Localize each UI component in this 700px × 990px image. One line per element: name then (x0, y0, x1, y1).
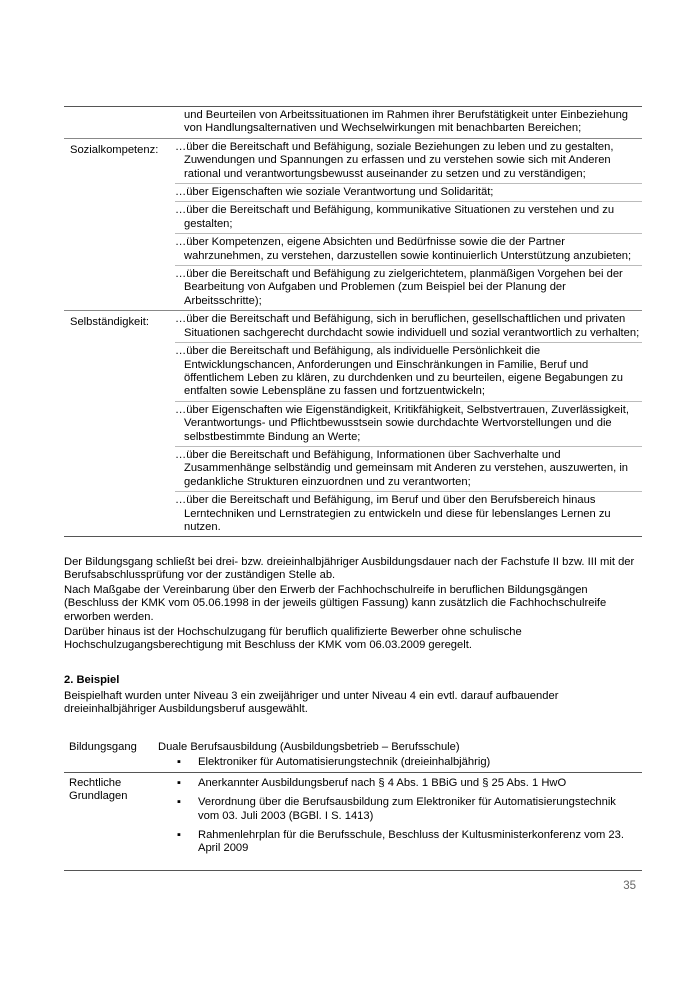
competence-item: …über die Bereitschaft und Befähigung, soziale Beziehungen zu leben und zu gestalten, Zuwendungen und Spannungen zu erfassen und zu verstehen sowie sich mit Anderen rational und verantwortungsbewusst auseinander zu setzen und zu verständigen; (175, 140, 614, 180)
example-label: Bildungsgang (69, 741, 137, 753)
competence-row-independence (64, 310, 642, 536)
bullet-icon: ▪ (177, 829, 181, 842)
competence-item: …über die Bereitschaft und Befähigung, im Beruf und über den Berufsbereich hinaus Lerntechniken und Lernstrategien zu entwickeln und diese für lebenslanges Lernen zu nutzen. (175, 491, 642, 536)
example-label: Rechtliche Grundlagen (69, 776, 128, 803)
competence-item: …über die Bereitschaft und Befähigung, kommunikative Situationen zu verstehen und zu gestalten; (175, 201, 642, 233)
competence-table (64, 106, 642, 537)
competence-continuation: und Beurteilen von Arbeitssituationen im Rahmen ihrer Berufstätigkeit unter Einbeziehung von Handlungsalternativen und Wechselwirkungen mit benachbarten Bereichen; (184, 109, 629, 135)
bullet-icon: ▪ (177, 776, 181, 789)
example-row-rechtliche-grundlagen (64, 772, 642, 870)
paragraph-fachhochschulreife: Nach Maßgabe der Vereinbarung über den Erwerb der Fachhochschulreife in beruflichen Bildungsgängen (Beschluss der KMK vom 05.06.1998 in der jeweils gültigen Fassung) kann zusätzlich die Fachhochschulreife erworben werden. (64, 584, 607, 623)
example-bullet: ▪ Elektroniker für Automatisierungstechnik (dreieinhalbjährig) (177, 756, 491, 769)
section-heading: 2. Beispiel (64, 674, 120, 686)
competence-row-social (64, 138, 642, 310)
competence-item: …über Eigenschaften wie Eigenständigkeit, Kritikfähigkeit, Selbstvertrauen, Zuverlässigkeit, Verantwortungs- und Pflichtbewusstsein sowie durchdachte Wertvorstellungen und die selbstbestimmte Bindung an Werte; (175, 401, 642, 446)
competence-item: …über die Bereitschaft und Befähigung, als individuelle Persönlichkeit die Entwicklungschancen, Anforderungen und Einschränkungen in Familie, Beruf und öffentlichem Leben zu klären, zu durchdenken und zu beurteilen, eigene Begabungen zu entfalten sowie Lebenspläne zu fassen und fortzuentwickeln; (175, 342, 642, 401)
example-bullet: ▪ Rahmenlehrplan für die Berufsschule, Beschluss der Kultusministerkonferenz vom 23. April 2009 (177, 829, 624, 855)
example-row-bildungsgang (64, 738, 642, 772)
section-intro: Beispielhaft wurden unter Niveau 3 ein zweijähriger und unter Niveau 4 ein evtl. darauf aufbauender dreieinhalbjähriger Ausbildungsberuf ausgewählt. (64, 690, 559, 716)
competence-item: …über Kompetenzen, eigene Absichten und Bedürfnisse sowie die der Partner wahrzunehmen, zu verstehen, darzustellen sowie kontinuierlich Unterstützung anzubieten; (175, 233, 642, 265)
competence-label: Selbständigkeit: (70, 316, 149, 329)
bullet-icon: ▪ (177, 796, 181, 809)
competence-label: Sozialkompetenz: (70, 143, 159, 156)
competence-item: …über Eigenschaften wie soziale Verantwortung und Solidarität; (175, 183, 642, 201)
competence-item: …über die Bereitschaft und Befähigung, sich in beruflichen, gesellschaftlichen und privaten Situationen sachgerecht durchdacht sowie individuell und sozial verantwortlich zu verhalten; (175, 313, 640, 339)
example-table (64, 738, 642, 871)
competence-continuation-row (64, 107, 642, 138)
competence-item: …über die Bereitschaft und Befähigung zu zielgerichtetem, planmäßigen Vorgehen bei der Bearbeitung von Aufgaben und Problemen (zum Beispiel bei der Planung der Arbeitsschritte); (175, 265, 642, 310)
paragraph-completion: Der Bildungsgang schließt bei drei- bzw. dreieinhalbjähriger Ausbildungsdauer nach der Fachstufe II bzw. III mit der Berufsabschlussprüfung vor der zuständigen Stelle ab. (64, 556, 635, 582)
example-bullet: ▪ Verordnung über die Berufsausbildung zum Elektroniker für Automatisierungstechnik vom 03. Juli 2003 (BGBl. I S. 1413) (177, 796, 616, 822)
page-number: 35 (623, 880, 636, 892)
bullet-icon: ▪ (177, 756, 181, 769)
competence-item: …über die Bereitschaft und Befähigung, Informationen über Sachverhalte und Zusammenhänge selbständig und gemeinsam mit Anderen zu verstehen, auszuwerten, in gedankliche Strukturen einzuordnen und zu verantworten; (175, 446, 642, 491)
example-bullet: ▪ Anerkannter Ausbildungsberuf nach § 4 Abs. 1 BBiG und § 25 Abs. 1 HwO (177, 776, 567, 789)
example-title: Duale Berufsausbildung (Ausbildungsbetrieb – Berufsschule) (158, 741, 460, 753)
paragraph-hochschulzugang: Darüber hinaus ist der Hochschulzugang für beruflich qualifizierte Bewerber ohne schulische Hochschulzugangsberechtigung mit Beschluss der KMK vom 06.03.2009 geregelt. (64, 626, 522, 652)
